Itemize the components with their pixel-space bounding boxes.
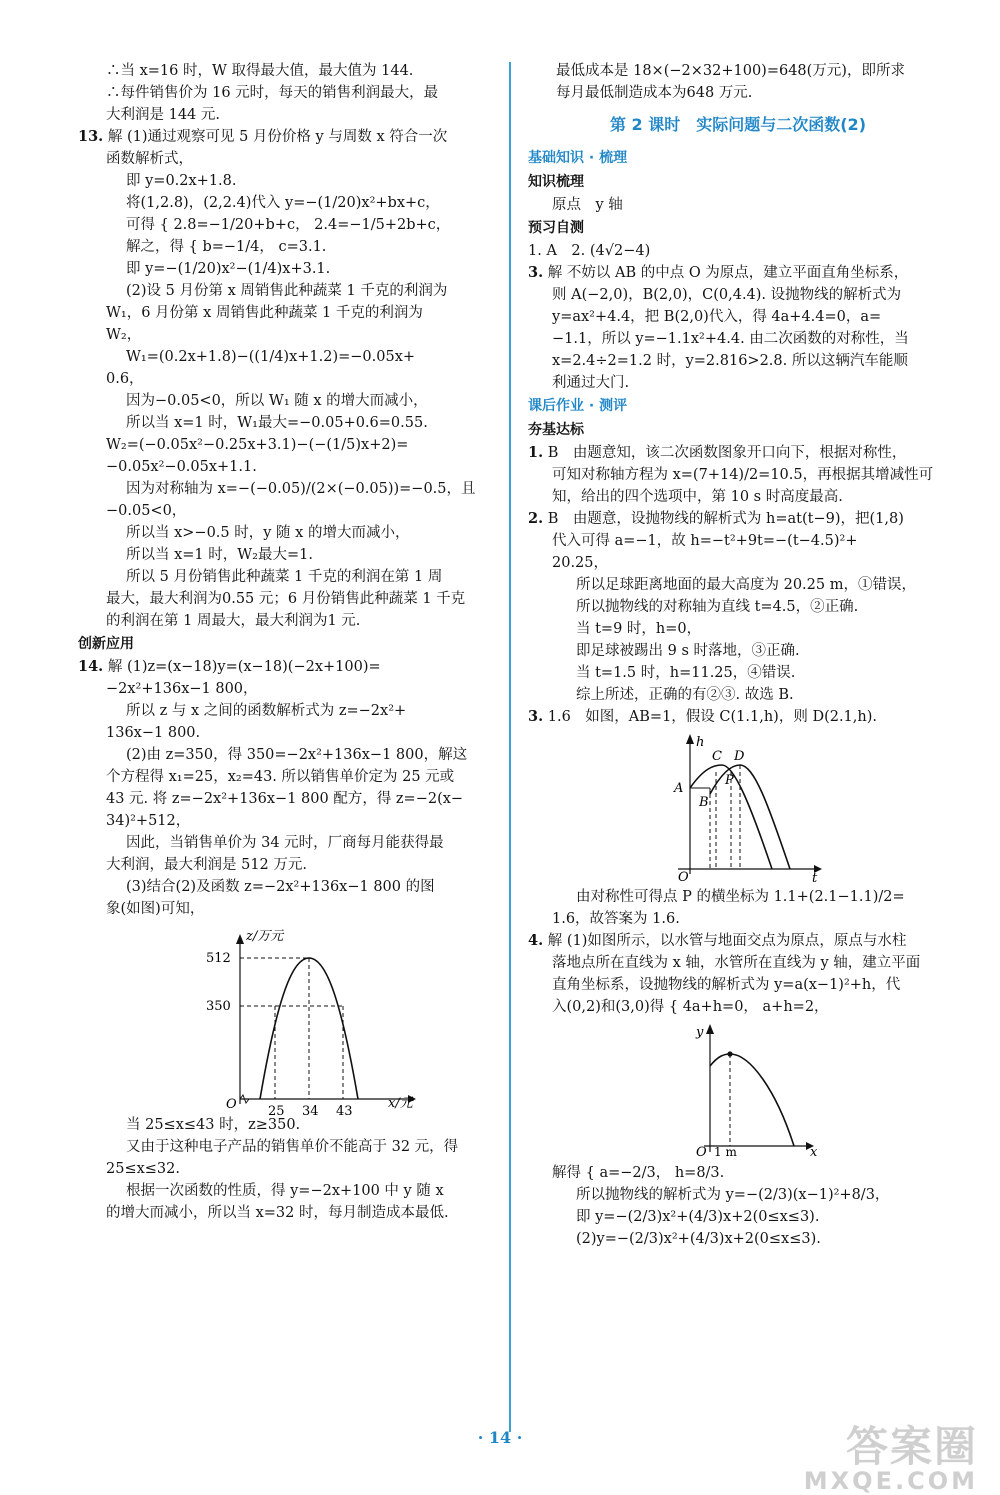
text-line: 即足球被踢出 9 s 时落地，③正确.	[576, 643, 800, 659]
text-line: 的增大而减小，所以当 x=32 时，每月制造成本最低.	[106, 1205, 449, 1221]
text-line: 所以足球距离地面的最大高度为 20.25 m，①错误，	[576, 577, 916, 593]
text-line: 将(1,2.8)，(2,2.4)代入 y=−(1/20)x²+bx+c，	[126, 195, 440, 211]
equation-system: 解得 { a=−2/3， h=8/3.	[552, 1165, 725, 1181]
text-line: 当 t=1.5 时，h=11.25，④错误.	[576, 665, 796, 681]
text-line: ∴当 x=16 时，W 取得最大值，最大值为 144.	[106, 63, 414, 79]
text-line: 所以当 x=1 时，W₂最大=1.	[126, 547, 313, 563]
text-line: 因此，当销售单价为 34 元时，厂商每月能获得最	[126, 835, 444, 851]
text-line: 所以当 x=1 时，W₁最大=−0.05+0.6=0.55.	[126, 415, 428, 431]
watermark-logo: 答案圈	[845, 1422, 978, 1471]
text-line: 即 y=0.2x+1.8.	[126, 173, 237, 189]
text-line: 知，给出的四个选项中，第 10 s 时高度最高.	[552, 489, 843, 505]
tick-label-34: 34	[302, 1104, 319, 1119]
text-line: 所以当 x>−0.5 时，y 随 x 的增大而减小，	[126, 525, 410, 541]
text-line: −1.1，所以 y=−1.1x²+4.4. 由二次函数的对称性，当	[552, 331, 909, 347]
subsection-heading: 夯基达标	[528, 422, 584, 438]
left-column	[78, 60, 498, 1224]
text-line: 解 (1)z=(x−18)y=(x−18)(−2x+100)=	[107, 659, 381, 675]
y-x-parabola-graph	[528, 1022, 948, 1158]
text-line: 所以 z 与 x 之间的函数解析式为 z=−2x²+	[126, 703, 407, 719]
text-line: −2x²+136x−1 800，	[106, 681, 258, 697]
tick-label-512: 512	[206, 951, 231, 966]
text-line: 43 元. 将 z=−2x²+136x−1 800 配方，得 z=−2(x−	[106, 791, 464, 807]
second-kick-curve	[710, 765, 790, 869]
axis-label-z: z/万元	[246, 929, 284, 944]
text-line: W₁，6 月份第 x 周销售此种蔬菜 1 千克的利润为	[106, 305, 423, 321]
text-line: W₁=(0.2x+1.8)−((1/4)x+1.2)=−0.05x+	[126, 349, 416, 365]
text-line: 代入可得 a=−1，故 h=−t²+9t=−(t−4.5)²+	[552, 533, 858, 549]
text-line: 的利润在第 1 周最大，最大利润为1 元.	[106, 613, 361, 629]
text-line: 20.25，	[552, 555, 609, 571]
text-line: 最低成本是 18×(−2×32+100)=648(万元)，即所求	[556, 63, 905, 79]
text-line: 大利润，最大利润是 512 万元.	[106, 857, 308, 873]
z-x-parabola-graph	[78, 924, 498, 1119]
text-line: 当 25≤x≤43 时，z≥350.	[126, 1117, 301, 1133]
subsection-heading: 知识梳理	[528, 174, 584, 190]
origin-label: O	[678, 870, 689, 885]
text-line: 象(如图)可知，	[106, 901, 205, 917]
text-line: 直角坐标系，设抛物线的解析式为 y=a(x−1)²+h，代	[552, 977, 901, 993]
text-line: ∴每件销售价为 16 元时，每天的销售利润最大，最	[106, 85, 439, 101]
watermark	[803, 1422, 978, 1495]
watermark-url: MXQE.COM	[803, 1467, 978, 1495]
point-label-A: A	[674, 781, 684, 796]
text-line: 所以 5 月份销售此种蔬菜 1 千克的利润在第 1 周	[126, 569, 443, 585]
text-line: 又由于这种电子产品的销售单价不能高于 32 元，得	[126, 1139, 459, 1155]
section-heading: 课后作业 · 测评	[528, 398, 628, 414]
page-number: · 14 ·	[477, 1428, 523, 1447]
text-line: B 由题意，设抛物线的解析式为 h=at(t−9)，把(1,8)	[547, 511, 904, 527]
text-line: 由对称性可得点 P 的横坐标为 1.1+(2.1−1.1)/2=	[576, 889, 905, 905]
text-line: 1.6 如图，AB=1，假设 C(1.1,h)，则 D(2.1,h).	[547, 709, 878, 725]
text-line: 落地点所在直线为 x 轴，水管所在直线为 y 轴，建立平面	[552, 955, 921, 971]
text-line: x=2.4÷2=1.2 时，y=2.816>2.8. 所以这辆汽车能顺	[552, 353, 908, 369]
section-heading: 基础知识 · 梳理	[528, 150, 628, 166]
tick-label-43: 43	[336, 1104, 353, 1119]
text-line: 每月最低制造成本为648 万元.	[556, 85, 753, 101]
text-line: (2)y=−(2/3)x²+(4/3)x+2(0≤x≤3).	[576, 1231, 821, 1247]
equation-system: 解之，得 { b=−1/4， c=3.1.	[126, 239, 327, 255]
question-number: 13.	[78, 128, 104, 145]
text-line: 原点 y 轴	[552, 197, 623, 213]
text-line: 利通过大门.	[552, 375, 630, 391]
tick-label-25: 25	[268, 1104, 285, 1119]
text-line: W₂=(−0.05x²−0.25x+3.1)−(−(1/5)x+2)=	[106, 437, 409, 453]
axis-label-x: x/元	[388, 1096, 413, 1111]
axis-label-x: x	[810, 1145, 818, 1160]
equation-system: 入(0,2)和(3,0)得 { 4a+h=0， a+h=2，	[552, 999, 829, 1015]
point-label-C: C	[712, 749, 722, 764]
text-line: 解 (1)如图所示，以水管与地面交点为原点，原点与水柱	[547, 933, 907, 949]
right-column	[528, 60, 948, 1250]
text-line: y=ax²+4.4，把 B(2,0)代入，得 4a+4.4=0，a=	[552, 309, 882, 325]
question-number: 3.	[528, 708, 544, 725]
tick-label-350: 350	[206, 999, 231, 1014]
subsection-heading: 预习自测	[528, 220, 584, 236]
point-label-B: B	[699, 795, 709, 810]
origin-label: O	[696, 1145, 707, 1160]
column-divider	[509, 62, 511, 1432]
text-line: 函数解析式，	[106, 151, 193, 167]
text-line: 根据一次函数的性质，得 y=−2x+100 中 y 随 x	[126, 1183, 444, 1199]
text-line: 个方程得 x₁=25，x₂=43. 所以销售单价定为 25 元或	[106, 769, 455, 785]
equation-system: 可得 { 2.8=−1/20+b+c， 2.4=−1/5+2b+c，	[126, 217, 451, 233]
text-line: 1. A 2. (4√2−4)	[528, 243, 651, 259]
text-line: 解 不妨以 AB 的中点 O 为原点，建立平面直角坐标系，	[547, 265, 909, 281]
text-line: 136x−1 800.	[106, 725, 201, 741]
text-line: B 由题意知，该二次函数图象开口向下，根据对称性，	[547, 445, 907, 461]
point-label-D: D	[734, 749, 745, 764]
text-line: 最大，最大利润为0.55 元；6 月份销售此种蔬菜 1 千克	[106, 591, 466, 607]
question-number: 4.	[528, 932, 544, 949]
water-jet-curve	[710, 1054, 794, 1146]
text-line: −0.05<0，	[106, 503, 187, 519]
text-line: 大利润是 144 元.	[106, 107, 221, 123]
question-number: 2.	[528, 510, 544, 527]
text-line: 解 (1)通过观察可见 5 月份价格 y 与周数 x 符合一次	[107, 129, 448, 145]
question-number: 14.	[78, 658, 104, 675]
unit-label: 1 m	[714, 1145, 737, 1159]
text-line: 因为对称轴为 x=−(−0.05)/(2×(−0.05))=−0.5，且	[126, 481, 476, 497]
text-line: 0.6，	[106, 371, 144, 387]
text-line: −0.05x²−0.05x+1.1.	[106, 459, 257, 475]
text-line: (2)设 5 月份第 x 周销售此种蔬菜 1 千克的利润为	[126, 283, 448, 299]
text-line: 综上所述，正确的有②③. 故选 B.	[576, 687, 794, 703]
h-t-parabola-graph	[528, 732, 948, 886]
point-label-P: P	[725, 773, 734, 788]
text-line: 1.6，故答案为 1.6.	[552, 911, 680, 927]
text-line: 当 t=9 时，h=0，	[576, 621, 702, 637]
section-heading: 创新应用	[78, 636, 134, 652]
text-line: (2)由 z=350，得 350=−2x²+136x−1 800，解这	[126, 747, 468, 763]
text-line: 所以抛物线的解析式为 y=−(2/3)(x−1)²+8/3，	[576, 1187, 890, 1203]
text-line: 即 y=−(2/3)x²+(4/3)x+2(0≤x≤3).	[576, 1209, 820, 1225]
axis-label-t: t	[812, 871, 818, 886]
text-line: 可知对称轴方程为 x=(7+14)/2=10.5，再根据其增减性可	[552, 467, 934, 483]
question-number: 3.	[528, 264, 544, 281]
text-line: 34)²+512，	[106, 813, 191, 829]
text-line: 则 A(−2,0)，B(2,0)，C(0,4.4). 设抛物线的解析式为	[552, 287, 902, 303]
lesson-title: 第 2 课时 实际问题与二次函数(2)	[609, 115, 867, 134]
text-line: W₂，	[106, 327, 142, 343]
text-line: 因为−0.05<0，所以 W₁ 随 x 的增大而减小，	[126, 393, 428, 409]
text-line: 25≤x≤32.	[106, 1161, 180, 1177]
origin-label: O	[226, 1097, 237, 1112]
question-number: 1.	[528, 444, 544, 461]
text-line: (3)结合(2)及函数 z=−2x²+136x−1 800 的图	[126, 879, 435, 895]
axis-label-h: h	[696, 735, 705, 750]
text-line: 所以抛物线的对称轴为直线 t=4.5，②正确.	[576, 599, 859, 615]
axis-label-y: y	[696, 1025, 704, 1040]
text-line: 即 y=−(1/20)x²−(1/4)x+3.1.	[126, 261, 331, 277]
